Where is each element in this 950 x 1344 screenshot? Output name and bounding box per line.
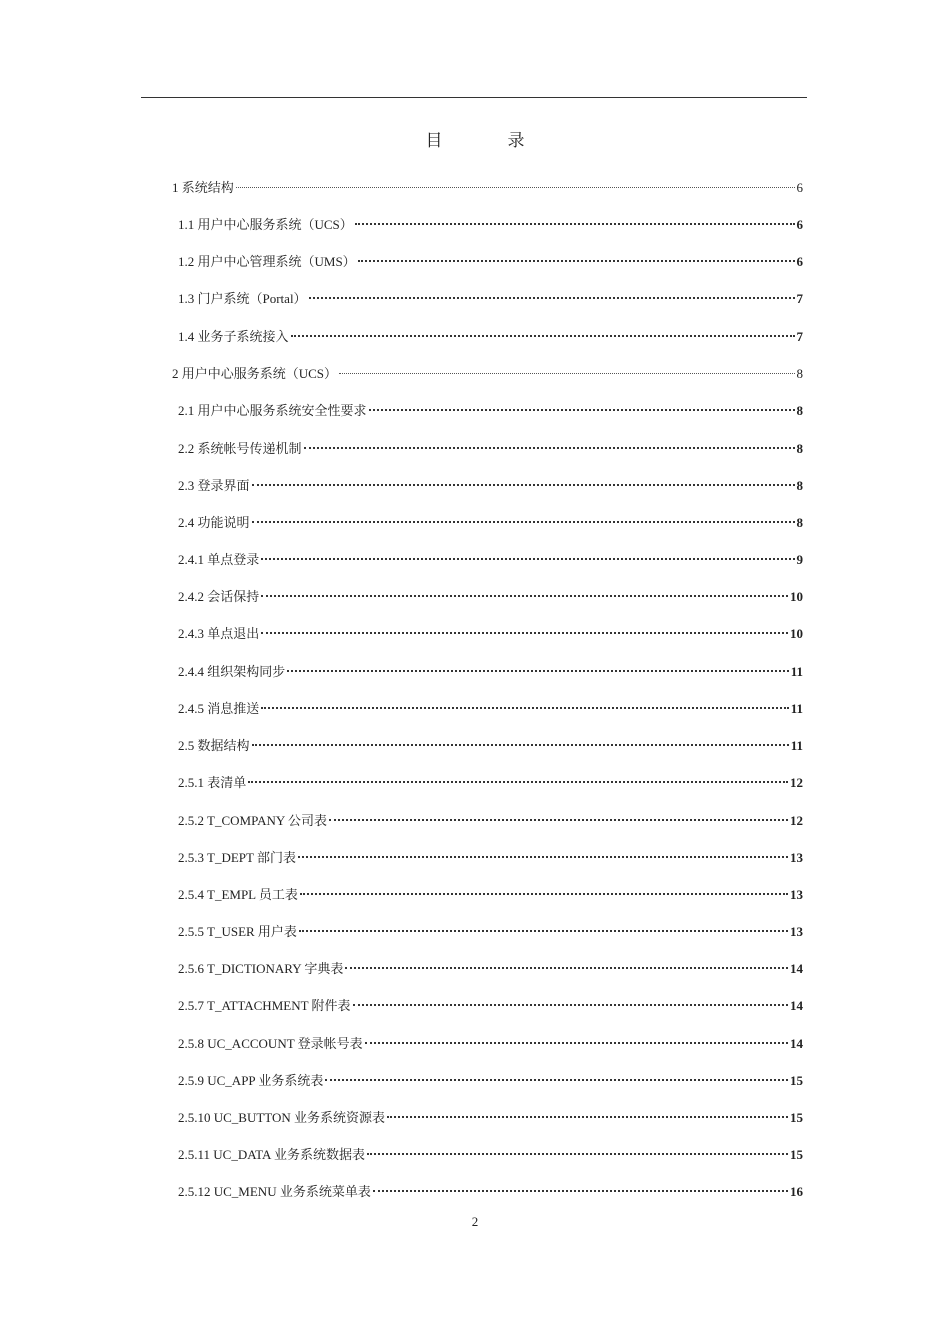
toc-entry-text: 2.4.4 组织架构同步 <box>178 664 286 679</box>
toc-entry-page: 9 <box>796 552 803 567</box>
toc-entry-page: 8 <box>796 478 803 493</box>
toc-entry[interactable] <box>178 1145 803 1165</box>
header-rule <box>141 97 807 98</box>
toc-entry[interactable] <box>178 439 803 459</box>
toc-entry[interactable] <box>178 773 803 793</box>
toc-entry-text: 2.5 数据结构 <box>178 738 250 753</box>
toc-title: 目 录 <box>425 131 549 150</box>
toc-entry-page: 11 <box>790 664 803 679</box>
toc-leader <box>369 409 795 411</box>
toc-leader <box>252 484 795 486</box>
toc-entry-page: 8 <box>796 515 803 530</box>
toc-leader <box>365 1042 788 1044</box>
toc-leader <box>236 187 795 188</box>
toc-entry-text: 2.4.3 单点退出 <box>178 626 260 641</box>
toc-leader <box>261 632 788 634</box>
toc-entry[interactable] <box>178 1182 803 1202</box>
toc-leader <box>300 893 788 895</box>
toc-entry-text: 1.2 用户中心管理系统（UMS） <box>178 254 356 269</box>
toc-entry-page: 11 <box>790 701 803 716</box>
toc-entry-text: 2.5.4 T_EMPL 员工表 <box>178 887 298 902</box>
toc-entry[interactable] <box>178 327 803 347</box>
toc-leader <box>325 1079 788 1081</box>
toc-leader <box>339 373 794 374</box>
toc-entry-page: 13 <box>790 924 803 939</box>
toc-entry-text: 2.5.8 UC_ACCOUNT 登录帐号表 <box>178 1036 363 1051</box>
toc-leader <box>252 521 795 523</box>
toc-entry-page: 12 <box>790 813 803 828</box>
toc-entry-text: 1.1 用户中心服务系统（UCS） <box>178 217 353 232</box>
toc-entry[interactable] <box>172 178 803 198</box>
toc-leader <box>252 744 789 746</box>
toc-entry[interactable] <box>172 364 803 384</box>
toc-leader <box>345 967 788 969</box>
toc-entry-text: 2.5.7 T_ATTACHMENT 附件表 <box>178 998 351 1013</box>
toc-entry-text: 2.5.1 表清单 <box>178 775 247 790</box>
toc-entry[interactable] <box>178 624 803 644</box>
toc-entry-text: 2.5.10 UC_BUTTON 业务系统资源表 <box>178 1110 386 1125</box>
toc-entry-text: 2.1 用户中心服务系统安全性要求 <box>178 403 367 418</box>
toc-leader <box>298 856 788 858</box>
toc-entry-page: 10 <box>790 626 803 641</box>
toc-entry-page: 6 <box>796 254 803 269</box>
toc-entry[interactable] <box>178 215 803 235</box>
toc-leader <box>261 707 788 709</box>
toc-entry[interactable] <box>178 289 803 309</box>
toc-entry-page: 6 <box>796 180 803 195</box>
toc-entry-page: 13 <box>790 850 803 865</box>
toc-entry[interactable] <box>178 922 803 942</box>
toc-leader <box>299 930 788 932</box>
toc-entry-page: 8 <box>796 366 803 381</box>
toc-entry-text: 2.5.5 T_USER 用户表 <box>178 924 297 939</box>
toc-leader <box>373 1190 788 1192</box>
toc-entry-page: 6 <box>796 217 803 232</box>
toc-entry-text: 2.4.1 单点登录 <box>178 552 260 567</box>
toc-entry-page: 16 <box>790 1184 803 1199</box>
toc-entry-text: 2.5.12 UC_MENU 业务系统菜单表 <box>178 1184 371 1199</box>
toc-entry-text: 2.5.11 UC_DATA 业务系统数据表 <box>178 1147 365 1162</box>
toc-entry[interactable] <box>178 662 803 682</box>
toc-entry-page: 8 <box>796 441 803 456</box>
toc-entry-text: 2.4.2 会话保持 <box>178 589 260 604</box>
toc-entry-page: 14 <box>790 1036 803 1051</box>
toc-entry[interactable] <box>178 587 803 607</box>
toc-entry[interactable] <box>178 401 803 421</box>
toc-leader <box>287 670 788 672</box>
toc-entry[interactable] <box>178 736 803 756</box>
toc-leader <box>304 447 795 449</box>
toc-leader <box>261 558 794 560</box>
toc-entry-text: 2.3 登录界面 <box>178 478 250 493</box>
toc-entry-page: 15 <box>790 1147 803 1162</box>
toc-entry[interactable] <box>178 848 803 868</box>
toc-entry-page: 14 <box>790 961 803 976</box>
toc-entry-text: 2.2 系统帐号传递机制 <box>178 441 302 456</box>
toc-entry-text: 1 系统结构 <box>172 180 234 195</box>
toc-entry[interactable] <box>178 1071 803 1091</box>
toc-entry-page: 7 <box>796 291 803 306</box>
toc-entry-text: 2.4 功能说明 <box>178 515 250 530</box>
toc-entry-page: 8 <box>796 403 803 418</box>
toc-entry-text: 2.4.5 消息推送 <box>178 701 260 716</box>
toc-entry-text: 2.5.6 T_DICTIONARY 字典表 <box>178 961 344 976</box>
toc-entry[interactable] <box>178 1108 803 1128</box>
toc-entry-text: 1.4 业务子系统接入 <box>178 329 289 344</box>
toc-entry-page: 12 <box>790 775 803 790</box>
toc-leader <box>353 1004 788 1006</box>
toc-entry-text: 2.5.3 T_DEPT 部门表 <box>178 850 296 865</box>
toc-entry-page: 10 <box>790 589 803 604</box>
toc-leader <box>309 297 795 299</box>
toc-entry[interactable] <box>178 1034 803 1054</box>
toc-entry[interactable] <box>178 252 803 272</box>
toc-entry-text: 2.5.9 UC_APP 业务系统表 <box>178 1073 324 1088</box>
page-number: 2 <box>471 1214 479 1229</box>
toc-entry-page: 11 <box>790 738 803 753</box>
toc-entry-text: 2 用户中心服务系统（UCS） <box>172 366 338 381</box>
toc-entry[interactable] <box>178 699 803 719</box>
toc-leader <box>358 260 795 262</box>
toc-entry[interactable] <box>178 550 803 570</box>
toc-leader <box>248 781 788 783</box>
toc-leader <box>367 1153 788 1155</box>
toc-leader <box>329 819 788 821</box>
toc-leader <box>261 595 788 597</box>
toc-leader <box>387 1116 788 1118</box>
toc-entry-page: 7 <box>796 329 803 344</box>
toc-entry[interactable] <box>178 996 803 1016</box>
toc-entry-page: 13 <box>790 887 803 902</box>
toc-entry[interactable] <box>178 476 803 496</box>
toc-entry-page: 15 <box>790 1110 803 1125</box>
toc-entry[interactable] <box>178 811 803 831</box>
toc-leader <box>291 335 795 337</box>
toc-leader <box>355 223 795 225</box>
toc-entry-page: 15 <box>790 1073 803 1088</box>
toc-entry-text: 1.3 门户系统（Portal） <box>178 291 307 306</box>
toc-entry[interactable] <box>178 959 803 979</box>
toc-entry[interactable] <box>178 885 803 905</box>
toc-entry-page: 14 <box>790 998 803 1013</box>
toc-entry[interactable] <box>178 513 803 533</box>
toc-entry-text: 2.5.2 T_COMPANY 公司表 <box>178 813 328 828</box>
